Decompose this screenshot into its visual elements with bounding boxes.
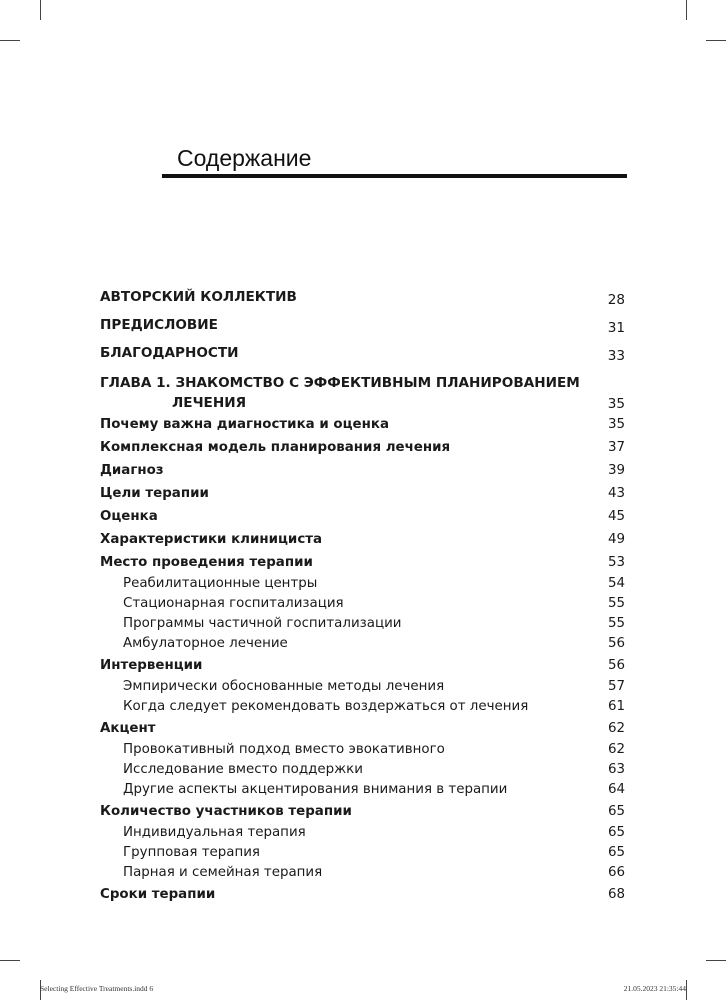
toc-entry bbox=[100, 657, 625, 675]
toc-subentry-label: Парная и семейная терапия bbox=[123, 865, 323, 880]
toc-subentry bbox=[100, 635, 625, 653]
toc-entry-label: Интервенции bbox=[100, 658, 203, 673]
toc-page-number: 68 bbox=[607, 887, 625, 902]
toc-page-number: 31 bbox=[607, 320, 625, 336]
toc-chapter-title-line1: ГЛАВА 1. ЗНАКОМСТВО С ЭФФЕКТИВНЫМ ПЛАНИРОВАНИЕМ bbox=[100, 375, 580, 391]
toc-page-number: 55 bbox=[607, 596, 625, 611]
toc-subentry-label: Когда следует рекомендовать воздержаться от лечения bbox=[123, 699, 529, 714]
table-of-contents bbox=[100, 288, 625, 909]
toc-entry-label: Диагноз bbox=[100, 463, 164, 478]
toc-subentry-label: Программы частичной госпитализации bbox=[123, 616, 402, 631]
crop-mark bbox=[0, 960, 20, 961]
crop-mark bbox=[686, 0, 687, 20]
toc-page-number: 35 bbox=[607, 417, 625, 432]
toc-subentry bbox=[100, 615, 625, 633]
toc-subentry-label: Групповая терапия bbox=[123, 845, 260, 860]
toc-subentry-label: Амбулаторное лечение bbox=[123, 636, 288, 651]
toc-page-number: 63 bbox=[607, 762, 625, 777]
toc-page-number: 65 bbox=[607, 845, 625, 860]
toc-page-number: 62 bbox=[607, 742, 625, 757]
toc-page-number: 61 bbox=[607, 699, 625, 714]
toc-page-number: 43 bbox=[607, 486, 625, 501]
toc-entry-label: Оценка bbox=[100, 509, 158, 524]
toc-page-number: 56 bbox=[607, 658, 625, 673]
toc-section-label: ПРЕДИСЛОВИЕ bbox=[100, 317, 218, 333]
toc-subentry-label: Исследование вместо поддержки bbox=[123, 762, 363, 777]
toc-subentry-label: Эмпирически обоснованные методы лечения bbox=[123, 679, 445, 694]
toc-entry bbox=[100, 886, 625, 904]
toc-subentry-label: Индивидуальная терапия bbox=[123, 825, 306, 840]
toc-chapter-title-line2: ЛЕЧЕНИЯ bbox=[172, 395, 247, 411]
footer-timestamp: 21.05.2023 21:35:44 bbox=[623, 984, 686, 993]
toc-page-number: 66 bbox=[607, 865, 625, 880]
toc-entry-label: Комплексная модель планирования лечения bbox=[100, 440, 451, 455]
toc-page-number: 37 bbox=[607, 440, 625, 455]
crop-mark bbox=[706, 40, 726, 41]
toc-subentry bbox=[100, 864, 625, 882]
toc-page-number: 65 bbox=[607, 804, 625, 819]
toc-page-number: 55 bbox=[607, 616, 625, 631]
toc-section-label: БЛАГОДАРНОСТИ bbox=[100, 345, 239, 361]
toc-entry bbox=[100, 803, 625, 821]
toc-page-number: 57 bbox=[607, 679, 625, 694]
toc-section bbox=[100, 316, 625, 334]
toc-subentry bbox=[100, 844, 625, 862]
toc-subentry-label: Стационарная госпитализация bbox=[123, 596, 344, 611]
toc-section bbox=[100, 288, 625, 306]
heading-underline bbox=[162, 174, 627, 178]
crop-mark bbox=[40, 0, 41, 20]
toc-entry-label: Почему важна диагностика и оценка bbox=[100, 417, 389, 432]
toc-entry bbox=[100, 531, 625, 549]
toc-page-number: 56 bbox=[607, 636, 625, 651]
toc-entry bbox=[100, 416, 625, 434]
footer-file-slug: Selecting Effective Treatments.indd 6 bbox=[40, 984, 154, 993]
toc-entry-label: Место проведения терапии bbox=[100, 555, 313, 570]
crop-mark bbox=[706, 960, 726, 961]
toc-subentry bbox=[100, 824, 625, 842]
toc-page-number: 65 bbox=[607, 825, 625, 840]
toc-subentry-label: Другие аспекты акцентирования внимания в терапии bbox=[123, 782, 508, 797]
toc-subentry bbox=[100, 575, 625, 593]
crop-mark bbox=[0, 40, 20, 41]
toc-page-number: 28 bbox=[607, 292, 625, 308]
toc-entry bbox=[100, 720, 625, 738]
toc-section bbox=[100, 344, 625, 362]
toc-subentry bbox=[100, 698, 625, 716]
toc-subentry-label: Реабилитационные центры bbox=[123, 576, 318, 591]
toc-entry-label: Сроки терапии bbox=[100, 887, 216, 902]
toc-page-number: 62 bbox=[607, 721, 625, 736]
toc-page-number: 39 bbox=[607, 463, 625, 478]
toc-subentry bbox=[100, 678, 625, 696]
toc-section-label: АВТОРСКИЙ КОЛЛЕКТИВ bbox=[100, 289, 297, 305]
toc-page-number: 53 bbox=[607, 555, 625, 570]
page-title: Содержание bbox=[177, 145, 312, 171]
toc-page-number: 33 bbox=[607, 348, 625, 364]
toc-entry bbox=[100, 508, 625, 526]
toc-subentry bbox=[100, 781, 625, 799]
toc-page-number: 64 bbox=[607, 782, 625, 797]
toc-page-number: 49 bbox=[607, 532, 625, 547]
toc-page-number: 35 bbox=[607, 396, 625, 412]
toc-entry-label: Характеристики клинициста bbox=[100, 532, 323, 547]
contents-heading-block bbox=[162, 143, 627, 178]
crop-mark bbox=[686, 980, 687, 1000]
toc-chapter bbox=[100, 374, 625, 412]
toc-subentry bbox=[100, 741, 625, 759]
toc-page-number: 54 bbox=[607, 576, 625, 591]
toc-subentry bbox=[100, 595, 625, 613]
toc-subentry-label: Провокативный подход вместо эвокативного bbox=[123, 742, 445, 757]
toc-entry bbox=[100, 485, 625, 503]
toc-entry bbox=[100, 462, 625, 480]
toc-entry bbox=[100, 554, 625, 572]
toc-entry-label: Количество участников терапии bbox=[100, 804, 352, 819]
toc-entry bbox=[100, 439, 625, 457]
toc-subentry bbox=[100, 761, 625, 779]
toc-page-number: 45 bbox=[607, 509, 625, 524]
toc-entry-label: Акцент bbox=[100, 721, 156, 736]
toc-entry-label: Цели терапии bbox=[100, 486, 209, 501]
